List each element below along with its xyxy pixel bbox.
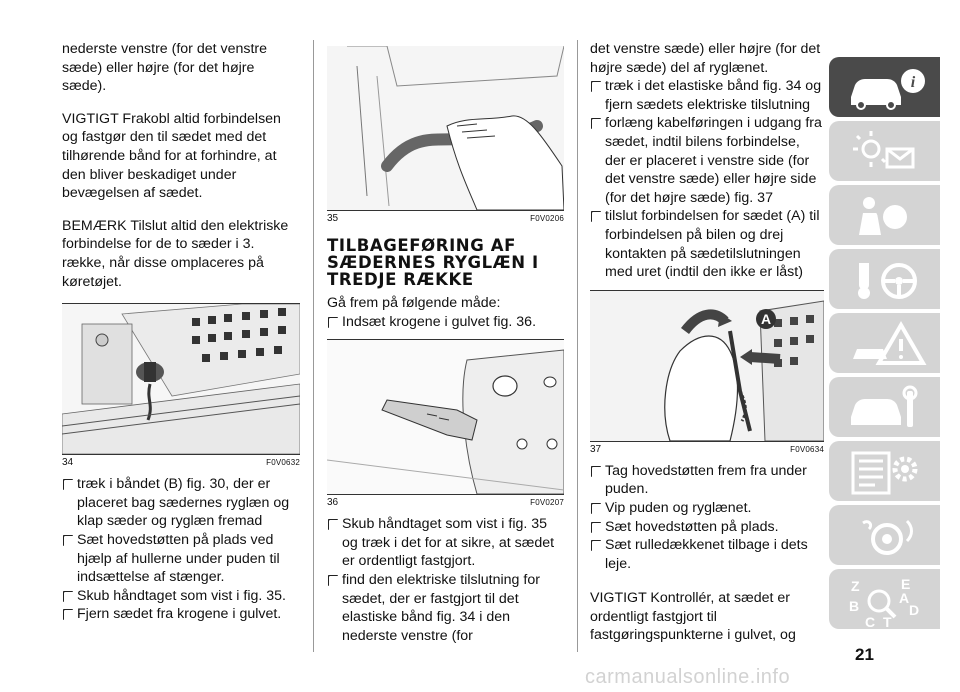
tab-warning-lights[interactable] [829,121,940,181]
column-divider [313,40,314,652]
tab-maintenance[interactable] [829,377,940,437]
svg-text:i: i [910,74,916,91]
index-letter: E [901,576,911,592]
tab-index[interactable] [829,569,940,629]
figure-number: 35 [327,213,339,224]
index-letter: D [909,602,920,618]
tab-technical-data[interactable] [829,441,940,501]
list-item: Sæt hovedstøtten på plads. [590,518,824,537]
figure-label-a: A [760,310,772,327]
index-letter: T [883,614,892,630]
multimedia-icon [843,511,933,561]
list-item: Sæt hovedstøtten på plads ved hjælp af hullerne under puden til indsættelse af stænger. [62,531,300,587]
index-icon [843,575,933,631]
list-item: Sæt rulledækkenet tilbage i dets leje. [590,536,824,573]
important-note: VIGTIGT Frakobl altid forbindelsen og fastgør den til sædet med det tilhørende bånd for at forhindre, at den bliver beskadiget under bevægelsen af sædet. [62,110,281,202]
paragraph: det venstre sæde) eller højre (for det højre sæde) del af ryglænet. [590,41,821,76]
figure-caption [590,444,824,456]
index-letter: C [865,614,876,630]
figure-caption [327,213,564,225]
page-number: 21 [855,645,874,664]
tab-car-info[interactable] [829,57,940,117]
floor-hook-illustration [327,340,564,494]
seat-connector-illustration [62,304,300,454]
tab-starting[interactable] [829,249,940,309]
figure-number: 36 [327,497,339,509]
list-item: Fjern sædet fra krogene i gulvet. [62,605,300,624]
connector-illustration [590,291,824,441]
figure-code: F0V0207 [530,498,564,508]
column-divider [577,40,578,652]
warning-lights-icon [843,127,933,177]
tab-safety[interactable] [829,185,940,245]
handle-illustration [327,46,564,210]
list-item: find den elektriske tilslutning for sædet, der er fastgjort til det elastiske bånd fig. 34 i den nederste venstre (for [327,571,564,645]
figure-37 [590,290,824,442]
figure-code: F0V0206 [530,214,564,223]
index-letter: Z [851,578,860,594]
paragraph: Gå frem på følgende måde: [327,295,501,311]
section-heading: TILBAGEFØRING AF SÆDERNES RYGLÆN I TREDJE RÆKKE [327,236,539,289]
car-info-icon [843,63,933,113]
figure-number: 34 [62,457,74,469]
figure-code: F0V0634 [790,444,824,454]
figure-caption [327,497,564,509]
list-item: tilslut forbindelsen for sædet (A) til forbindelsen på bilen og drej kontakten på sædetilslutningen med uret (indtil den ikke er låst) [590,207,824,281]
figure-code: F0V0632 [266,458,300,468]
watermark: carmanualsonline.info [585,666,791,688]
list-item: træk i det elastiske bånd fig. 34 og fjern sædets elektriske tilslutning [590,77,824,114]
figure-caption [62,457,300,469]
tab-multimedia[interactable] [829,505,940,565]
figure-number: 37 [590,443,602,455]
figure-34 [62,303,300,455]
important-note: VIGTIGT Kontrollér, at sædet er ordentligt fastgjort til fastgøringspunkterne i gulvet, og [590,590,796,644]
chapter-tabs [829,57,940,633]
paragraph: nederste venstre (for det venstre sæde) eller højre (for det højre sæde). [62,41,268,95]
list-item: Tag hovedstøtten frem fra under puden. [590,462,824,499]
column-middle [327,40,564,645]
figure-36 [327,339,564,495]
index-letter: B [849,598,860,614]
maintenance-icon [843,383,933,433]
emergency-icon [843,319,933,369]
index-letter: A [899,590,910,606]
note: BEMÆRK Tilslut altid den elektriske forbindelse for de to sæder i 3. række, når disse omplaceres på køretøjet. [62,217,289,290]
column-left [62,40,300,624]
column-right [590,40,824,645]
list-item: forlæng kabelføringen i udgang fra sædet, indtil bilens forbindelse, der er placeret i venstre side (for det venstre sæde) eller højre side (for det højre sæde) fig. 37 [590,114,824,207]
starting-driving-icon [843,255,933,305]
tab-emergency[interactable] [829,313,940,373]
figure-35 [327,46,564,211]
list-item: Indsæt krogene i gulvet fig. 36. [327,313,564,332]
list-item: Skub håndtaget som vist i fig. 35 og træk i det for at sikre, at sædet er ordentligt fastgjort. [327,515,564,571]
list-item: Vip puden og ryglænet. [590,499,824,518]
safety-airbag-icon [843,191,933,241]
list-item: Skub håndtaget som vist i fig. 35. [62,587,300,606]
technical-data-icon [843,447,933,497]
list-item: træk i båndet (B) fig. 30, der er placeret bag sædernes ryglæn og klap sæder og ryglæn fremad [62,475,300,531]
